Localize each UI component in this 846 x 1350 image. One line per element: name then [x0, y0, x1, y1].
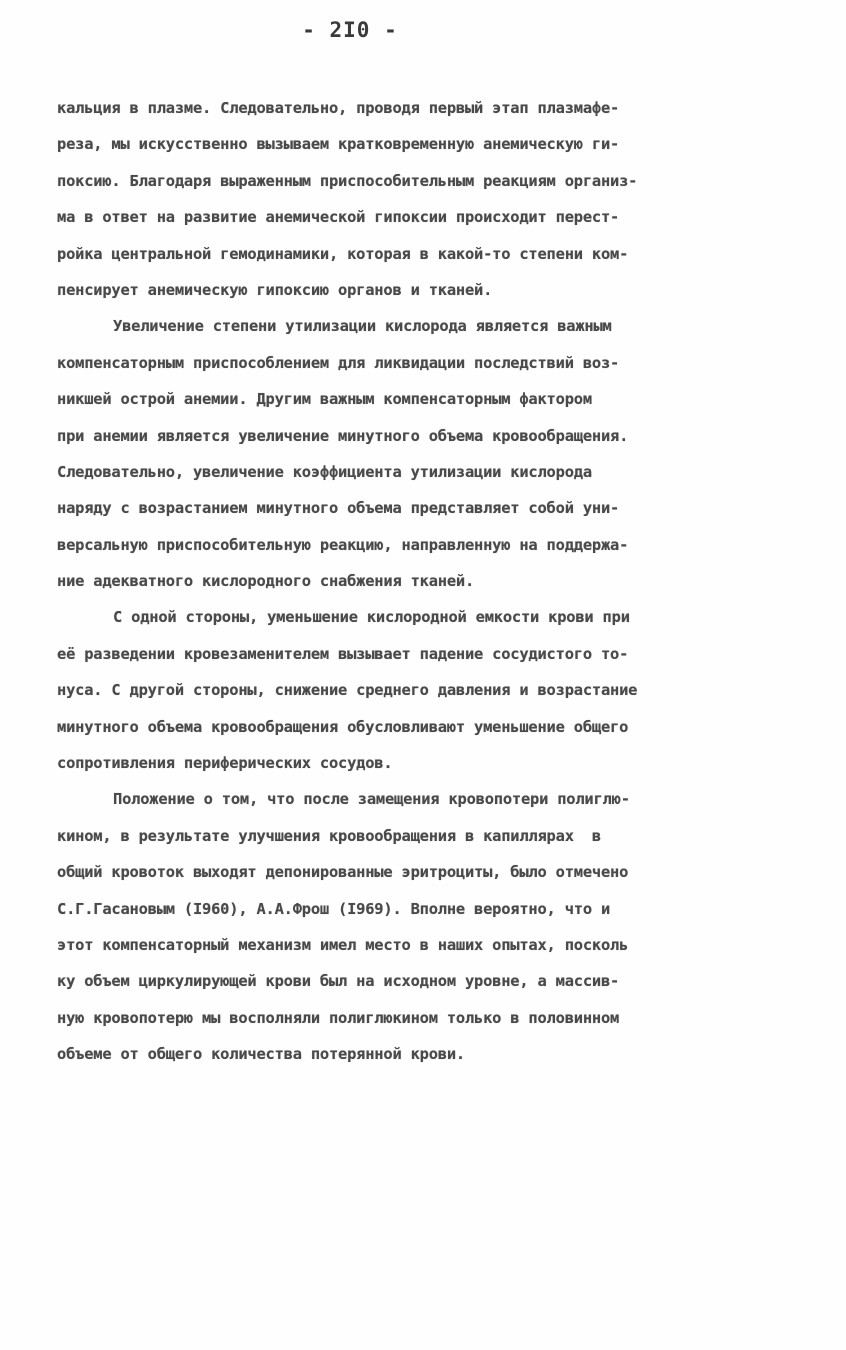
text-line: при анемии является увеличение минутного объема кровообращения. — [57, 426, 629, 445]
text-line: объеме от общего количества потерянной крови. — [57, 1045, 465, 1064]
text-line: ма в ответ на развитие анемической гипоксии происходит перест- — [57, 208, 620, 227]
page-number: - 2I0 - — [302, 18, 398, 42]
text-line: версальную приспособительную реакцию, направленную на поддержа- — [57, 535, 629, 554]
text-line: никшей острой анемии. Другим важным компенсаторным фактором — [57, 390, 592, 409]
text-line: поксию. Благодаря выраженным приспособительным реакциям организ- — [57, 171, 638, 190]
text-line: компенсаторным приспособлением для ликвидации последствий воз- — [57, 353, 620, 372]
text-line: кальция в плазме. Следовательно, проводя первый этап плазмафе- — [57, 99, 620, 117]
text-line: сопротивления периферических сосудов. — [57, 754, 393, 773]
paragraph-3 — [57, 599, 797, 781]
text-line: нуса. С другой стороны, снижение среднего давления и возрастание — [57, 681, 638, 700]
text-line: реза, мы искусственно вызываем кратковременную анемическую ги- — [57, 135, 620, 154]
text-line: С одной стороны, уменьшение кислородной емкости крови при — [113, 608, 630, 627]
text-line: пенсирует анемическую гипоксию органов и тканей. — [57, 280, 493, 299]
text-line: Следовательно, увеличение коэффициента утилизации кислорода — [57, 462, 592, 481]
paragraph-1 — [57, 90, 797, 308]
text-line: минутного объема кровообращения обусловливают уменьшение общего — [57, 717, 629, 736]
text-line: ние адекватного кислородного снабжения тканей. — [57, 572, 475, 591]
text-line: С.Г.Гасановым (I960), А.А.Фрош (I969). Вполне вероятно, что и — [57, 899, 611, 918]
text-line: этот компенсаторный механизм имел место в наших опытах, посколь — [57, 935, 629, 954]
paragraph-2 — [57, 308, 797, 599]
text-line: общий кровоток выходят депонированные эритроциты, было отмечено — [57, 863, 629, 882]
text-line: Увеличение степени утилизации кислорода является важным — [113, 317, 612, 336]
paragraph-4 — [57, 781, 797, 1072]
text-line: её разведении кровезаменителем вызывает падение сосудистого то- — [57, 644, 629, 663]
body-text — [57, 90, 797, 1073]
text-line: наряду с возрастанием минутного объема представляет собой уни- — [57, 499, 620, 518]
text-line: Положение о том, что после замещения кровопотери полиглю- — [113, 790, 630, 809]
text-line: кином, в результате улучшения кровообращения в капиллярах в — [57, 826, 601, 845]
text-line: ную кровопотерю мы восполняли полиглюкином только в половинном — [57, 1008, 620, 1027]
text-line: ку объем циркулирующей крови был на исходном уровне, а массив- — [57, 972, 620, 991]
text-line: ройка центральной гемодинамики, которая в какой-то степени ком- — [57, 244, 629, 263]
